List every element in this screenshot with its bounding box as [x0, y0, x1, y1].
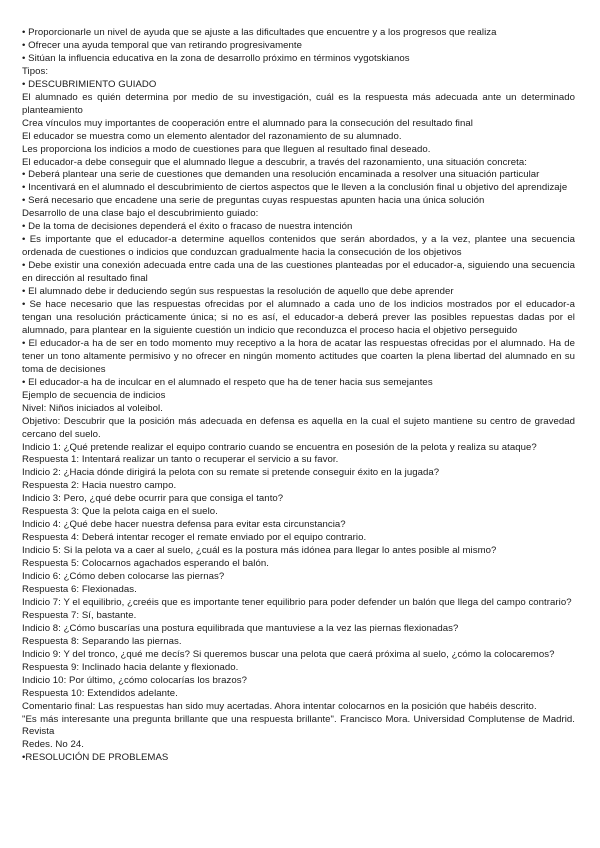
section-heading: • DESCUBRIMIENTO GUIADO	[22, 78, 157, 90]
clue-line: Indicio 10: Por último, ¿cómo colocarías los brazos?	[22, 674, 247, 686]
answer-line: Respuesta 7: Sí, bastante.	[22, 609, 137, 621]
clue-line: Indicio 5: Si la pelota va a caer al suelo, ¿cuál es la postura más idónea para llegar lo antes posible al mismo?	[22, 545, 497, 557]
clue-line: Indicio 6: ¿Cómo deben colocarse las piernas?	[22, 571, 225, 583]
paragraph: Les proporciona los indicios a modo de cuestiones para que lleguen al resultado final deseado.	[22, 143, 431, 155]
bullet-line: • Será necesario que encadene una serie de preguntas cuyas respuestas apunten hacia una única solución	[22, 195, 485, 207]
bullet-line: • Debe existir una conexión adecuada entre cada una de las cuestiones planteadas por el educador-a, siguiendo una secuencia en dirección al resultado final	[22, 260, 575, 285]
answer-line: Respuesta 2: Hacia nuestro campo.	[22, 480, 177, 492]
paragraph: Comentario final: Las respuestas han sido muy acertadas. Ahora intentar colocarnos en la posición que habéis descrito.	[22, 700, 537, 712]
clue-line: Indicio 2: ¿Hacia dónde dirigirá la pelota con su remate si pretende conseguir éxito en la jugada?	[22, 467, 440, 479]
document-body	[22, 27, 575, 765]
paragraph: Desarrollo de una clase bajo el descubrimiento guiado:	[22, 208, 259, 220]
answer-line: Respuesta 10: Extendidos adelante.	[22, 687, 178, 699]
bullet-line: • El educador-a ha de ser en todo momento muy receptivo a la hora de acatar las respuestas ofrecidas por el alumnado. Ha de tener un tono altamente permisivo y no ofrecer en ningún momento actitudes que coarten la plena libertad del alumnado en su toma de decisiones	[22, 337, 575, 375]
clue-line: Indicio 7: Y el equilibrio, ¿creéis que es importante tener equilibrio para poder defender un balón que llega del campo contrario?	[22, 596, 572, 608]
answer-line: Respuesta 6: Flexionadas.	[22, 583, 137, 595]
paragraph: Nivel: Niños iniciados al voleibol.	[22, 402, 163, 414]
clue-line: Indicio 8: ¿Cómo buscarías una postura equilibrada que mantuviese a la vez las piernas flexionadas?	[22, 622, 459, 634]
clue-line: Indicio 3: Pero, ¿qué debe ocurrir para que consiga el tanto?	[22, 493, 284, 505]
bullet-line: • Proporcionarle un nivel de ayuda que se ajuste a las dificultades que encuentre y a los progresos que realiza	[22, 27, 497, 38]
answer-line: Respuesta 1: Intentará realizar un tanto o recuperar el servicio a su favor.	[22, 454, 339, 466]
answer-line: Respuesta 9: Inclinado hacia delante y flexionado.	[22, 661, 239, 673]
bullet-line: • Se hace necesario que las respuestas ofrecidas por el alumnado a cada uno de los indicios mostrados por el educador-a tengan una resolución prácticamente única; si no es así, el educador-a deberá prever las posibles repuestas dadas por el alumnado, para plantear en la siguiente cuestión un indicio que reconduzca el proceso hacia el objetivo perseguido	[22, 299, 575, 336]
bullet-line: • De la toma de decisiones dependerá el éxito o fracaso de nuestra intención	[22, 221, 353, 233]
bullet-line: • El alumnado debe ir deduciendo según sus respuestas la resolución de aquello que debe aprender	[22, 286, 454, 298]
paragraph: Ejemplo de secuencia de indicios	[22, 389, 166, 401]
quote: "Es más interesante una pregunta brillante que una respuesta brillante". Francisco Mora. Universidad Complutense de Madrid. Revista	[22, 713, 575, 738]
bullet-line: • El educador-a ha de inculcar en el alumnado el respeto que ha de tener hacia sus semejantes	[22, 376, 433, 388]
paragraph: Objetivo: Descubrir que la posición más adecuada en defensa es aquella en la cual el sujeto mantiene su centro de gravedad cercano del suelo.	[22, 415, 575, 440]
paragraph: Crea vínculos muy importantes de cooperación entre el alumnado para la consecución del resultado final	[22, 117, 473, 129]
clue-line: Indicio 9: Y del tronco, ¿qué me decís? Si queremos buscar una pelota que caerá próxima al suelo, ¿cómo la colocaremos?	[22, 648, 555, 660]
clue-line: Indicio 1: ¿Qué pretende realizar el equipo contrario cuando se encuentra en posesión de la pelota y realiza su ataque?	[22, 441, 537, 453]
paragraph: Redes. No 24.	[22, 739, 84, 751]
section-heading: •RESOLUCIÓN DE PROBLEMAS	[22, 752, 169, 764]
bullet-line: • Ofrecer una ayuda temporal que van retirando progresivamente	[22, 39, 303, 51]
bullet-line: • Es importante que el educador-a determine aquellos contenidos que serán abordados, y a la vez, plantee una secuencia ordenada de cuestiones o indicios que conduzcan gradualmente hacia la consecución de los objetivos	[22, 234, 575, 259]
answer-line: Respuesta 4: Deberá intentar recoger el remate enviado por el equipo contrario.	[22, 532, 367, 544]
paragraph: El educador se muestra como un elemento alentador del razonamiento de su alumnado.	[22, 130, 402, 142]
bullet-line: • Sitúan la influencia educativa en la zona de desarrollo próximo en términos vygotskianos	[22, 52, 410, 64]
bullet-line: • Deberá plantear una serie de cuestiones que demanden una resolución encaminada a resolver una situación particular	[22, 169, 540, 181]
answer-line: Respuesta 8: Separando las piernas.	[22, 635, 182, 647]
paragraph: El educador-a debe conseguir que el alumnado llegue a descubrir, a través del razonamiento, una situación concreta:	[22, 156, 527, 168]
answer-line: Respuesta 3: Que la pelota caiga en el suelo.	[22, 506, 218, 518]
bullet-line: • Incentivará en el alumnado el descubrimiento de ciertos aspectos que le lleven a la conclusión final u objetivo del aprendizaje	[22, 182, 568, 194]
answer-line: Respuesta 5: Colocarnos agachados esperando el balón.	[22, 558, 269, 570]
clue-line: Indicio 4: ¿Qué debe hacer nuestra defensa para evitar esta circunstancia?	[22, 519, 346, 531]
paragraph: El alumnado es quién determina por medio de su investigación, cuál es la respuesta más adecuada ante un determinado planteamiento	[22, 91, 575, 116]
section-label: Tipos:	[22, 65, 49, 77]
